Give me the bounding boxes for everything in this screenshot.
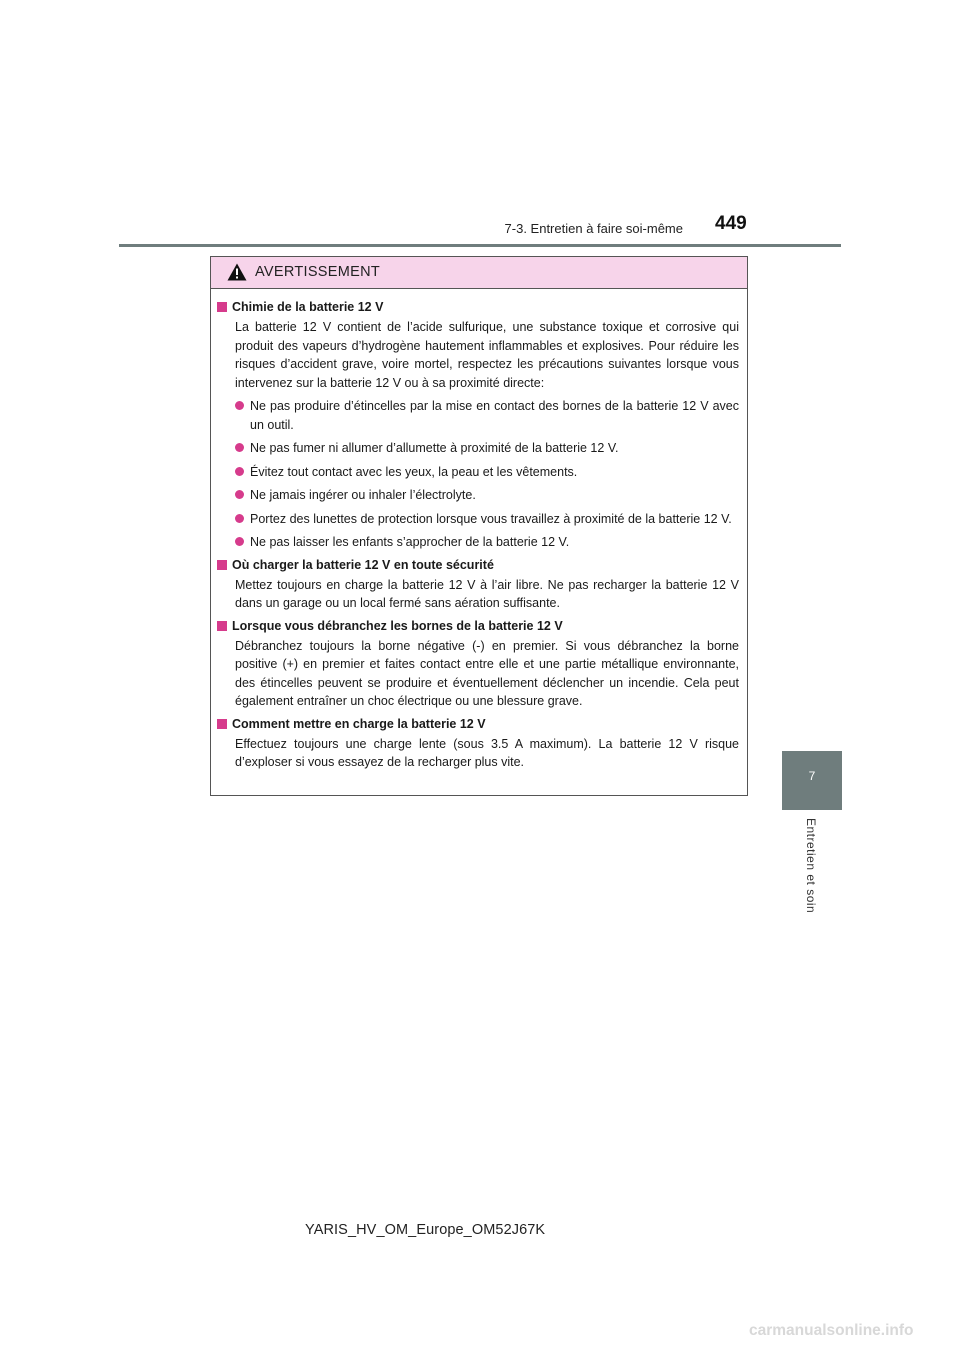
warning-body: [211, 289, 747, 772]
header-rule: [119, 244, 841, 247]
section-paragraph: Effectuez toujours une charge lente (sous 3.5 A maximum). La batterie 12 V risque d’exploser si vous essayez de la recharger plus vite.: [235, 736, 739, 769]
round-bullet-icon: [235, 490, 244, 499]
bullet-text: Ne pas produire d’étincelles par la mise en contact des bornes de la batterie 12 V avec un outil.: [250, 399, 739, 432]
bullet-text: Ne pas laisser les enfants s’approcher de la batterie 12 V.: [250, 535, 570, 549]
round-bullet-icon: [235, 537, 244, 546]
page-number: 449: [715, 213, 747, 234]
bullet-item: [235, 533, 739, 552]
section-heading: [217, 618, 739, 635]
section-heading-text: Chimie de la batterie 12 V: [232, 300, 384, 314]
bullet-text: Ne pas fumer ni allumer d’allumette à proximité de la batterie 12 V.: [250, 441, 619, 455]
round-bullet-icon: [235, 514, 244, 523]
bullet-item: [235, 463, 739, 482]
warning-header: [211, 257, 747, 289]
bullet-text: Ne jamais ingérer ou inhaler l’électrolyte.: [250, 488, 476, 502]
chapter-number: 7: [808, 769, 816, 783]
section-paragraph: Débranchez toujours la borne négative (-) en premier. Si vous débranchez la borne positive (+) en premier et faites contact entre elle et une partie métallique environnante, des étincelles peuvent se produire et éventuellement déclencher un incendie. Cela peut également entraîner un choc électrique ou une blessure grave.: [235, 638, 739, 708]
bullet-item: [235, 439, 739, 458]
bullet-text: Évitez tout contact avec les yeux, la peau et les vêtements.: [250, 464, 578, 479]
warning-title: AVERTISSEMENT: [255, 264, 381, 280]
section-header: 7-3. Entretien à faire soi-même: [504, 221, 683, 236]
document-id: YARIS_HV_OM_Europe_OM52J67K: [305, 1222, 546, 1238]
warning-box: [210, 256, 748, 796]
warning-triangle-icon: [227, 263, 247, 281]
round-bullet-icon: [235, 443, 244, 452]
section-heading-text: Où charger la batterie 12 V en toute sécurité: [232, 557, 494, 572]
chapter-tab: [782, 751, 842, 810]
bullet-item: [235, 510, 739, 529]
chapter-label: Entretien et soin: [804, 818, 818, 914]
square-bullet-icon: [217, 302, 227, 312]
square-bullet-icon: [217, 719, 227, 729]
bullet-item: [235, 486, 739, 505]
section-heading-text: Comment mettre en charge la batterie 12 V: [232, 716, 486, 731]
section-heading: [217, 299, 739, 316]
section-heading: [217, 557, 739, 574]
section-paragraph: Mettez toujours en charge la batterie 12 V à l’air libre. Ne pas recharger la batterie 12 V dans un garage ou un local fermé sans aération suffisante.: [235, 577, 739, 610]
round-bullet-icon: [235, 401, 244, 410]
bullet-text: Portez des lunettes de protection lorsque vous travaillez à proximité de la batterie 12 V.: [250, 511, 732, 526]
watermark: carmanualsonline.info: [749, 1322, 914, 1339]
square-bullet-icon: [217, 621, 227, 631]
section-heading-text: Lorsque vous débranchez les bornes de la batterie 12 V: [232, 618, 563, 633]
section-heading: [217, 716, 739, 733]
section-paragraph: La batterie 12 V contient de l’acide sulfurique, une substance toxique et corrosive qui produit des vapeurs d’hydrogène hautement inflammables et explosives. Pour réduire les risques d’accident grave, voire mortel, respectez les précautions suivantes lorsque vous intervenez sur la batterie 12 V ou à sa proximité directe:: [235, 320, 739, 390]
square-bullet-icon: [217, 560, 227, 570]
bullet-item: [235, 397, 739, 434]
round-bullet-icon: [235, 467, 244, 476]
